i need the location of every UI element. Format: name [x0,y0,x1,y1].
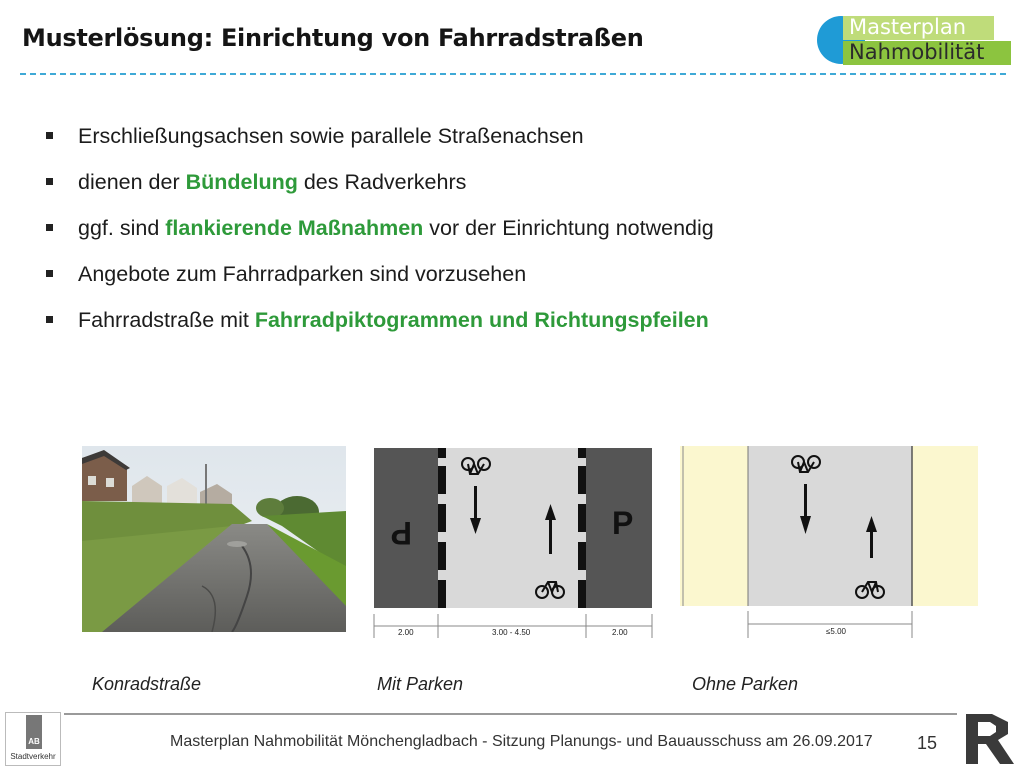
masterplan-logo [817,12,1007,68]
caption-konradstrasse: Konradstraße [92,674,202,694]
bullet-square-icon [46,132,53,139]
page-title: Musterlösung: Einrichtung von Fahrradstraßen [22,24,644,52]
footer-text: Masterplan Nahmobilität Mönchengladbach - Sitzung Planungs- und Bauausschuss am 26.09.2017 [170,733,873,750]
street-photo [82,446,346,632]
bullet-text: des Radverkehrs [297,170,467,194]
parking-symbol-left: P [390,515,412,551]
bullet-item [46,118,714,164]
bullet-text: ggf. sind [78,216,166,240]
bullet-highlight: Fahrradpiktogrammen und Richtungspfeilen [254,308,709,332]
parking-symbol-right: P [612,505,634,541]
bullet-item [46,164,714,210]
logo-text-line1: Masterplan [849,15,967,39]
dimension-label-left: 2.00 [398,628,414,637]
mit-parken-diagram [372,446,654,640]
bullet-item [46,256,714,302]
bullet-text: vor der Einrichtung notwendig [423,216,714,240]
bullet-square-icon [46,224,53,231]
logo-label: Stadtverkehr [10,752,56,761]
dimension-label-center: 3.00 - 4.50 [492,628,531,637]
bullet-highlight: Bündelung [185,170,298,194]
stadtverkehr-logo [5,712,61,766]
bullet-text: Fahrradstraße mit [78,308,255,332]
bullet-list [46,118,714,348]
caption-ohne-parken: Ohne Parken [692,674,799,694]
footer-divider [64,713,957,715]
bullet-text: Erschließungsachsen sowie parallele Straßenachsen [78,124,584,148]
dashed-separator-right [578,448,586,608]
road-surface [748,446,912,606]
dimension-label-right: 2.00 [612,628,628,637]
bullet-square-icon [46,316,53,323]
bullet-text: Angebote zum Fahrradparken sind vorzusehen [78,262,527,286]
r-logo-icon [962,712,1020,766]
dimension-label-center: ≤5.00 [826,627,846,636]
road-surface [438,448,586,608]
bullet-item [46,302,714,348]
bullet-text: dienen der [78,170,186,194]
bullet-highlight: flankierende Maßnahmen [165,216,424,240]
title-divider [20,73,1006,75]
dashed-separator-left [438,448,446,608]
shoulder-right [912,446,978,606]
ohne-parken-diagram [680,446,980,640]
bullet-item [46,210,714,256]
caption-mit-parken: Mit Parken [377,674,464,694]
logo-text-line2: Nahmobilität [849,40,985,64]
bullet-square-icon [46,270,53,277]
bullet-square-icon [46,178,53,185]
logo-abbr: AB [28,737,40,746]
shoulder-left [680,446,748,606]
page-number: 15 [917,733,938,753]
